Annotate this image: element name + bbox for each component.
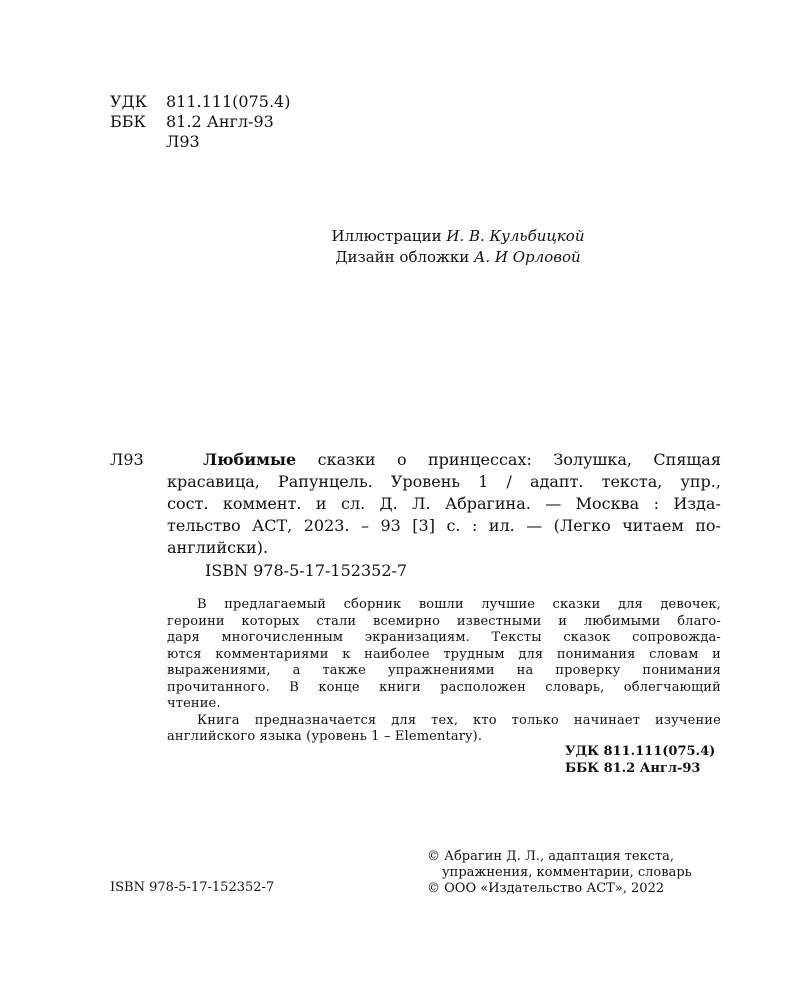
word: понимания [642, 663, 721, 678]
bbk-value: 81.2 Англ-93 [166, 112, 274, 131]
bbk-row [110, 112, 290, 132]
catalog-entry [167, 449, 721, 559]
word: понимания [556, 646, 636, 662]
word: кто [473, 712, 497, 728]
isbn: ISBN 978-5-17-152352-7 [205, 561, 408, 580]
udk-value: 811.111(075.4) [166, 92, 291, 111]
catalog-code: Л93 [110, 450, 144, 469]
udk-bottom: УДК 811.111(075.4) [565, 744, 716, 759]
word: сказки [552, 597, 601, 612]
word: упражнениями [387, 663, 495, 678]
word: сборник [343, 597, 402, 612]
catalog-line [167, 515, 721, 537]
word: даря [167, 630, 200, 645]
word: прочитанного. [167, 679, 270, 695]
annotation-paragraph [167, 597, 721, 696]
copyright-block [427, 849, 692, 897]
word: : [471, 516, 478, 535]
cover-credit [58, 247, 800, 268]
word: Книга [197, 712, 240, 728]
word: сост. [167, 494, 209, 513]
word: выражениями, [167, 663, 271, 678]
word: Москва [575, 494, 640, 513]
author-mark: Л93 [166, 132, 200, 151]
word: тех, [431, 712, 459, 728]
annotation-line [167, 663, 721, 680]
word: также [322, 663, 366, 678]
author-mark-row [110, 132, 290, 152]
word: коммент. [222, 494, 302, 513]
word: сказки [317, 450, 376, 469]
copyright-line: © Абрагин Д. Л., адаптация текста, [427, 849, 675, 864]
word: — [526, 516, 543, 535]
word: комментариями [215, 646, 329, 662]
word: книги [379, 679, 421, 695]
word: Рапунцель. [277, 472, 373, 491]
word: сопровожда- [632, 630, 721, 645]
word: которых [241, 613, 300, 629]
word: на [516, 663, 534, 678]
word: проверку [555, 663, 621, 678]
word: АСТ, [252, 516, 293, 535]
annotation-line [167, 630, 721, 647]
word: адапт. [529, 472, 584, 491]
word: упр., [680, 472, 721, 491]
isbn-bottom: ISBN 978-5-17-152352-7 [110, 880, 275, 895]
word: для [617, 597, 643, 612]
copyright-line: © ООО «Издательство АСТ», 2022 [427, 881, 665, 896]
word: расположен [440, 679, 526, 695]
word: 1 [478, 472, 489, 491]
classification-bottom [565, 744, 715, 777]
word: В [197, 597, 207, 612]
credits [58, 226, 800, 268]
word: а [292, 663, 301, 678]
book-title-bold: Любимые [203, 450, 297, 469]
word: всемирно [373, 613, 441, 629]
word: любимыми [583, 613, 661, 629]
word: / [506, 472, 512, 491]
word: Д. [379, 494, 398, 513]
word: экранизациям. [364, 630, 470, 645]
word: – [361, 516, 369, 535]
word: текста, [601, 472, 663, 491]
word: принцессах: [428, 450, 532, 469]
word: : [653, 494, 659, 513]
word: конце [318, 679, 360, 695]
word: и [315, 494, 327, 513]
annotation-line [167, 680, 721, 697]
word: [3] [412, 516, 435, 535]
word: Л. [412, 494, 431, 513]
catalog-line: английски). [167, 538, 269, 557]
word: красавица, [167, 472, 260, 491]
word: предлагаемый [224, 597, 327, 612]
word: о [396, 450, 407, 469]
word: Тексты [491, 630, 542, 645]
word: героини [167, 613, 225, 629]
word: трудным [443, 646, 505, 662]
word: лучшие [481, 597, 536, 612]
catalog-line [167, 471, 721, 493]
word: сл. [340, 494, 366, 513]
word: словарь, [545, 679, 605, 695]
word: 93 [380, 516, 401, 535]
word: к [342, 646, 351, 662]
word: девочек, [660, 597, 721, 612]
udk-row [110, 92, 290, 112]
word: Спящая [653, 450, 721, 469]
word: В [289, 679, 299, 695]
word: по- [695, 516, 721, 535]
annotation [167, 597, 721, 746]
word: — [545, 494, 562, 513]
word: благо- [677, 613, 721, 629]
word: для [391, 712, 417, 728]
word: облегчающий [623, 679, 721, 695]
word: читаем [622, 516, 684, 535]
cover-name: А. И Орловой [474, 248, 581, 266]
word: ются [167, 646, 202, 662]
annotation-line [167, 597, 721, 614]
catalog-line [167, 493, 721, 515]
annotation-line: английского языка (уровень 1 – Elementary). [167, 729, 483, 744]
annotation-line: чтение. [167, 696, 221, 711]
word: известными [456, 613, 542, 629]
word: стали [316, 613, 357, 629]
word: вошли [418, 597, 464, 612]
annotation-line [167, 647, 721, 664]
word: наиболее [364, 646, 430, 662]
bbk-label: ББК [110, 112, 146, 131]
word: (Легко [553, 516, 611, 535]
copyright-line: упражнения, комментарии, словарь [442, 865, 692, 880]
word: для [518, 646, 544, 662]
word: и [712, 646, 721, 662]
illustrations-label: Иллюстрации [331, 227, 442, 245]
cover-label: Дизайн обложки [335, 248, 470, 266]
word: предназначается [254, 712, 377, 728]
annotation-line [167, 614, 721, 631]
word: только [511, 712, 559, 728]
word: сказок [563, 630, 611, 645]
word: тельство [167, 516, 241, 535]
word: начинает [573, 712, 641, 728]
word: Золушка, [553, 450, 632, 469]
annotation-paragraph [167, 713, 721, 730]
word: с. [446, 516, 461, 535]
word: Уровень [390, 472, 461, 491]
word: и [558, 613, 568, 629]
word: 2023. [303, 516, 350, 535]
word: Изда- [673, 494, 721, 513]
word: многочисленным [221, 630, 344, 645]
word: ил. [488, 516, 515, 535]
udk-label: УДК [110, 92, 147, 111]
illustrations-credit [58, 226, 800, 247]
catalog-line [167, 449, 721, 471]
bbk-bottom: ББК 81.2 Англ-93 [565, 760, 701, 776]
annotation-line [167, 713, 721, 730]
word: Абрагина. [444, 494, 531, 513]
word: изучение [655, 712, 721, 728]
classification-block [110, 92, 290, 152]
illustrations-name: И. В. Кульбицкой [446, 227, 585, 245]
word: словам [649, 646, 699, 662]
